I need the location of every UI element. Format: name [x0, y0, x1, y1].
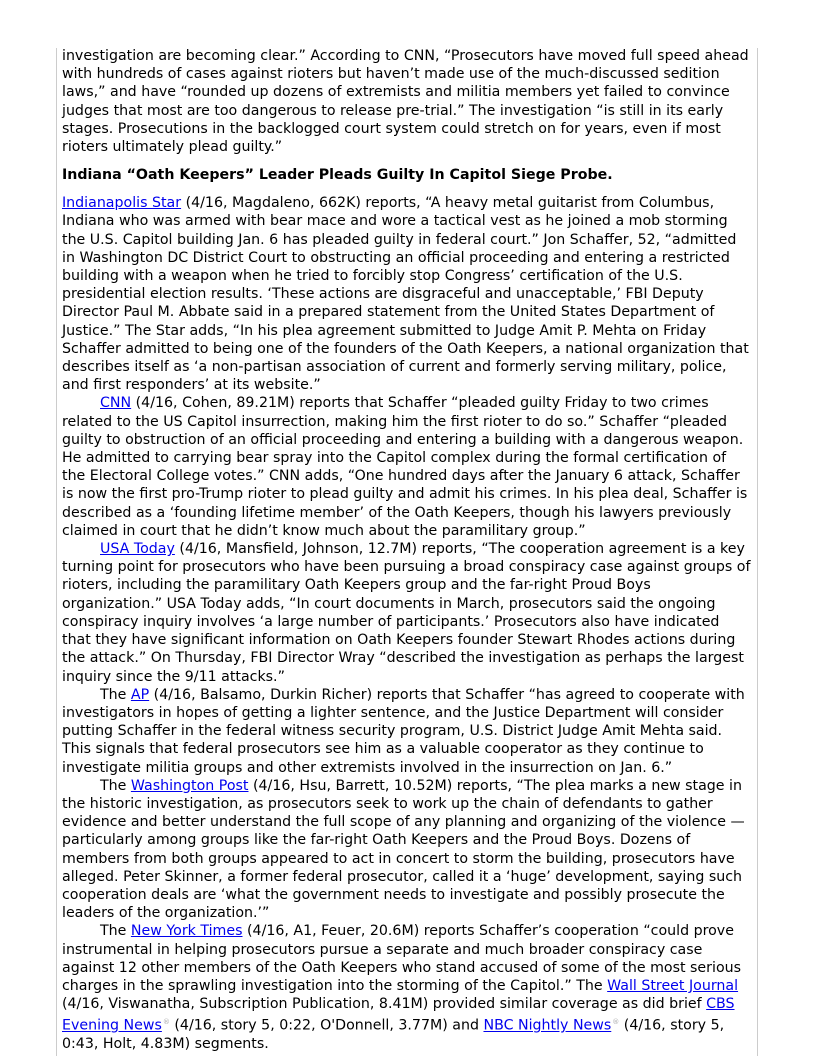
paragraph-indianapolis-star	[62, 194, 752, 394]
document-body	[62, 47, 752, 1054]
paragraph-text: (4/16, Mansfield, Johnson, 12.7M) reports, “The cooperation agreement is a key turning point for prosecutors who have been pursuing a broad conspiracy case against groups of rioters, including the paramilitary Oath Keepers group and the far-right Proud Boys organization.” USA Today adds, “In court documents in March, prosecutors said the ongoing conspiracy inquiry involves ‘a large number of participants.’ Prosecutors also have indicated that they have significant information on Oath Keepers founder Stewart Rhodes actions during the attack.” On Thursday, FBI Director Wray “described the investigation as perhaps the largest inquiry since the 9/11 attacks.”	[62, 541, 751, 685]
paragraph-text: (4/16, Hsu, Barrett, 10.52M) reports, “The plea marks a new stage in the historic investigation, as prosecutors seek to work up the chain of defendants to gather evidence and better understand the full scope of any planning and organizing of the violence — particularly among groups like the far-right Oath Keepers and the Proud Boys. Dozens of members from both groups appeared to act in concert to storm the building, prosecutors have alleged. Peter Skinner, a former federal prosecutor, called it a ‘huge’ development, saying such cooperation deals are ‘what the government needs to investigate and possibly prosecute the leaders of the organization.’”	[62, 777, 745, 922]
paragraph-prefix: The	[100, 686, 131, 703]
paragraph-text: (4/16, Balsamo, Durkin Richer) reports that Schaffer “has agreed to cooperate with investigators in hopes of getting a lighter sentence, and the Justice Department will consider putting Schaffer in the federal witness security program, U.S. District Judge Amit Mehta said. This signals that federal prosecutors see him as a valuable cooperator as they continue to investigate militia groups and other extremists involved in the insurrection on Jan. 6.”	[62, 686, 745, 776]
usa-today-link[interactable]: USA Today	[100, 541, 175, 558]
paragraph-text: (4/16, A1, Feuer, 20.6M) reports Schaffer’s cooperation “could prove instrumental in helping prosecutors pursue a separate and much broader conspiracy case against 12 other members of the Oath Keepers who stand accused of some of the most serious charges in the sprawling investigation into the storming of the Capitol.” The	[62, 923, 742, 994]
cbs-evening-news-link[interactable]: CBS Evening News	[62, 996, 735, 1035]
paragraph-ap	[62, 686, 752, 777]
video-icon[interactable]: ®	[162, 1018, 170, 1027]
washington-post-link[interactable]: Washington Post	[130, 777, 249, 794]
paragraph-usa-today	[62, 540, 752, 686]
left-margin-rule	[56, 48, 57, 1056]
cnn-link[interactable]: CNN	[100, 395, 132, 412]
article-headline: Indiana “Oath Keepers” Leader Pleads Guilty In Capitol Siege Probe.	[62, 167, 613, 184]
paragraph-text: (4/16, story 5, 0:43, Holt, 4.83M) segments.	[62, 1018, 725, 1053]
paragraph-text: (4/16, Viswanatha, Subscription Publication, 8.41M) provided similar coverage as did brief	[62, 996, 707, 1013]
paragraph-text: (4/16, Magdaleno, 662K) reports, “A heavy metal guitarist from Columbus, Indiana who was armed with bear mace and wore a tactical vest as he joined a mob storming the U.S. Capitol building Jan. 6 has pleaded guilty in federal court.” Jon Schaffer, 52, “admitted in Washington DC District Court to obstructing an official proceeding and entering a restricted building with a weapon when he tried to forcibly stop Congress’ certification of the U.S. presidential election results. ‘These actions are disgraceful and unacceptable,’ FBI Deputy Director Paul M. Abbate said in a prepared statement from the United States Department of Justice.” The Star adds, “In his plea agreement submitted to Judge Amit P. Mehta on Friday Schaffer admitted to being one of the founders of the Oath Keepers, a national organization that describes itself as ‘a non-partisan association of current and formerly serving military, police, and first responders’ at its website.”	[62, 195, 749, 394]
nbc-nightly-news-link[interactable]: NBC Nightly News	[483, 1018, 612, 1035]
paragraph-new-york-times	[62, 922, 752, 1053]
paragraph-text: (4/16, story 5, 0:22, O'Donnell, 3.77M) and	[169, 1018, 484, 1035]
new-york-times-link[interactable]: New York Times	[130, 923, 243, 940]
wall-street-journal-link[interactable]: Wall Street Journal	[607, 977, 739, 994]
intro-paragraph: investigation are becoming clear.” According to CNN, “Prosecutors have moved full speed ahead with hundreds of cases against rioters but haven’t made use of the much-discussed sedition laws,” and have “rounded up dozens of extremists and militia members yet failed to convince judges that most are too dangerous to release pre-trial.” The investigation “is still in its early stages. Prosecutions in the backlogged court system could stretch on for years, even if most rioters ultimately plead guilty.”	[62, 48, 749, 156]
paragraph-prefix: The	[100, 923, 131, 940]
paragraph-cnn	[62, 394, 752, 540]
paragraph-washington-post	[62, 777, 752, 923]
paragraph-prefix: The	[100, 777, 131, 794]
paragraph-text: (4/16, Cohen, 89.21M) reports that Schaffer “pleaded guilty Friday to two crimes related to the US Capitol insurrection, making him the first rioter to do so.” Schaffer “pleaded guilty to obstruction of an official proceeding and entering a building with a dangerous weapon. He admitted to carrying bear spray into the Capitol complex during the formal certification of the Electoral College votes.” CNN adds, “One hundred days after the January 6 attack, Schaffer is now the first pro-Trump rioter to plead guilty and admit his crimes. In his plea deal, Schaffer is described as a ‘founding lifetime member’ of the Oath Keepers, though his lawyers previously claimed in court that he didn’t know much about the paramilitary group.”	[62, 395, 748, 539]
ap-link[interactable]: AP	[130, 686, 150, 703]
right-margin-rule	[757, 48, 758, 1056]
indianapolis-star-link[interactable]: Indianapolis Star	[62, 195, 182, 212]
video-icon[interactable]: ®	[612, 1018, 620, 1027]
